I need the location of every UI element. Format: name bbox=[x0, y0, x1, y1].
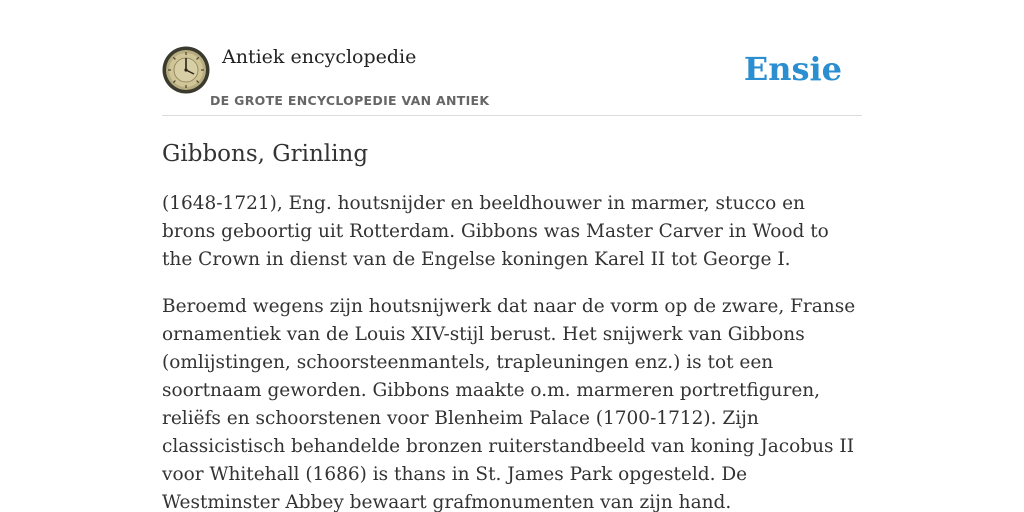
entry-content bbox=[162, 138, 862, 512]
site-title[interactable]: Antiek encyclopedie bbox=[222, 46, 417, 68]
site-header bbox=[162, 46, 862, 116]
page-title: Gibbons, Grinling bbox=[162, 141, 369, 167]
ensie-logo-link[interactable]: Ensie bbox=[743, 50, 842, 88]
antique-clock-icon[interactable] bbox=[162, 46, 210, 94]
header-divider bbox=[162, 115, 862, 116]
entry-paragraph: (1648-1721), Eng. houtsnijder en beeldhouwer in marmer, stucco en brons geboortig uit Rotterdam. Gibbons was Master Carver in Wood to the Crown in dienst van de Engelse koningen Karel II tot George I. bbox=[162, 193, 829, 270]
site-subtitle: DE GROTE ENCYCLOPEDIE VAN ANTIEK bbox=[210, 93, 490, 108]
entry-paragraph: Beroemd wegens zijn houtsnijwerk dat naar de vorm op de zware, Franse ornamentiek van de Louis XIV-stijl berust. Het snijwerk van Gibbons (omlijstingen, schoorsteenmantels, trapleuningen enz.) is tot een soortnaam geworden. Gibbons maakte o.m. marmeren portretfiguren, reliëfs en schoorstenen voor Blenheim Palace (1700-1712). Zijn classicistisch behandelde bronzen ruiterstandbeeld van koning Jacobus II voor Whitehall (1686) is thans in St. James Park opgesteld. De Westminster Abbey bewaart grafmonumenten van zijn hand. bbox=[162, 296, 856, 512]
